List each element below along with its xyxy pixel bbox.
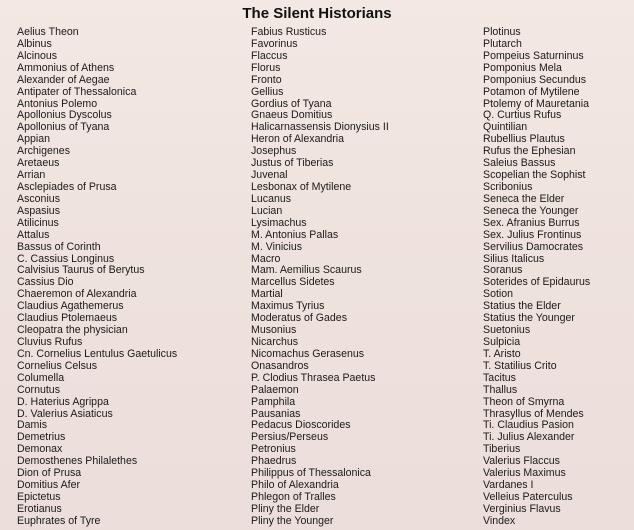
historian-name: Ptolemy of Mauretania (483, 97, 589, 110)
historian-name: Seneca the Younger (483, 204, 579, 217)
historian-name: D. Haterius Agrippa (17, 395, 109, 408)
historian-name: Claudius Agathemerus (17, 300, 124, 313)
historian-name: Palaemon (251, 383, 299, 396)
historian-name: Alcinous (17, 49, 58, 62)
historian-name: Pomponius Secundus (483, 73, 587, 86)
historian-name: T. Statilius Crito (483, 359, 557, 372)
historian-name: Archigenes (17, 145, 70, 158)
historian-name: Lucian (251, 204, 283, 217)
historian-name: Servilius Damocrates (483, 240, 584, 253)
historian-name: Petronius (251, 443, 296, 456)
historian-name: Heron of Alexandria (251, 133, 345, 146)
historian-name: Sulpicia (483, 335, 521, 348)
historian-name: Cassius Dio (17, 276, 74, 289)
historian-name: Halicarnassensis Dionysius II (251, 121, 389, 134)
historian-name: Chaeremon of Alexandria (17, 288, 137, 301)
historian-name: Scribonius (483, 180, 533, 193)
historian-name: Euphrates of Tyre (17, 514, 101, 527)
historian-name: Epictetus (17, 490, 61, 503)
historian-name: Lucanus (251, 192, 292, 205)
historian-name: Apollonius of Tyana (17, 121, 110, 134)
name-column-3 (483, 27, 590, 528)
historian-name: Nicomachus Gerasenus (251, 347, 365, 360)
historian-name: Florus (251, 61, 281, 74)
historian-name: Cornutus (17, 383, 60, 396)
historian-name: Theon of Smyrna (483, 395, 565, 408)
historian-name: Q. Curtius Rufus (483, 109, 562, 122)
historian-name: Valerius Flaccus (483, 455, 560, 468)
historian-name: Phaedrus (251, 455, 297, 468)
historian-name: Musonius (251, 324, 297, 337)
historian-name: Thallus (483, 383, 518, 396)
historian-name: Pamphila (251, 395, 296, 408)
name-column-1 (17, 27, 177, 528)
historian-name: Philippus of Thessalonica (251, 467, 371, 480)
historian-name: Statius the Younger (483, 312, 575, 325)
historian-name: Aretaeus (17, 157, 60, 170)
historian-name: Asclepiades of Prusa (17, 180, 117, 193)
historian-name: Sex. Julius Frontinus (483, 228, 582, 241)
historian-name: Plotinus (483, 26, 521, 38)
historian-name: Ammonius of Athens (17, 61, 115, 74)
historian-name: Columella (17, 371, 65, 384)
historian-name: Demosthenes Philalethes (17, 455, 138, 468)
historian-name: Josephus (251, 145, 297, 158)
historian-name: Attalus (17, 228, 50, 241)
historian-name: Juvenal (251, 169, 288, 182)
historian-name: Arrian (17, 169, 46, 182)
historian-name: Sex. Afranius Burrus (483, 216, 580, 229)
historian-name: Potamon of Mytilene (483, 85, 580, 98)
historian-name: Claudius Ptolemaeus (17, 312, 118, 325)
historian-name: Velleius Paterculus (483, 490, 573, 503)
historian-name: P. Clodius Thrasea Paetus (251, 371, 376, 384)
historian-name: Vindex (483, 514, 516, 527)
historian-name: Antonius Polemo (17, 97, 98, 110)
historian-name: M. Vinicius (251, 240, 303, 253)
historian-name: Rufus the Ephesian (483, 145, 576, 158)
historian-name: Justus of Tiberias (251, 157, 334, 170)
historian-name: Martial (251, 288, 283, 301)
historian-name: Pliny the Younger (251, 514, 334, 527)
historian-name: Persius/Perseus (251, 431, 329, 444)
historian-name: Lysimachus (251, 216, 307, 229)
historian-name: Soterides of Epidaurus (483, 276, 591, 289)
historian-name: Plutarch (483, 37, 522, 50)
historian-name: Moderatus of Gades (251, 312, 347, 325)
historian-name: Erotianus (17, 502, 62, 515)
historian-name: Nicarchus (251, 335, 299, 348)
historian-name: Atilicinus (17, 216, 59, 229)
historian-name: Thrasyllus of Mendes (483, 407, 584, 420)
historian-name: Cleopatra the physician (17, 324, 128, 337)
historian-name: M. Antonius Pallas (251, 228, 339, 241)
historian-name: Silius Italicus (483, 252, 545, 265)
historian-name: Saleius Bassus (483, 157, 556, 170)
historian-name: Ti. Julius Alexander (483, 431, 575, 444)
historian-name: Soranus (483, 264, 523, 277)
historian-name: Aelius Theon (17, 26, 79, 38)
historian-name: Pedacus Dioscorides (251, 419, 351, 432)
historian-name: Rubellius Plautus (483, 133, 565, 146)
historian-name: Suetonius (483, 324, 531, 337)
historian-name: Calvisius Taurus of Berytus (17, 264, 145, 277)
historian-name: Cluvius Rufus (17, 335, 83, 348)
historian-name: Domitius Afer (17, 479, 80, 492)
historian-name: Onasandros (251, 359, 309, 372)
historian-name: Demonax (17, 443, 63, 456)
name-column-2 (251, 27, 389, 528)
historian-name: Statius the Elder (483, 300, 561, 313)
historian-name: Maximus Tyrius (251, 300, 325, 313)
historian-name: Damis (17, 419, 48, 432)
historian-name: Vardanes I (483, 479, 534, 492)
historian-name: Appian (17, 133, 50, 146)
historian-name: Alexander of Aegae (17, 73, 110, 86)
historian-name: Seneca the Elder (483, 192, 565, 205)
historian-name: Gellius (251, 85, 284, 98)
historian-name: Ti. Claudius Pasion (483, 419, 574, 432)
historian-name: Aspasius (17, 204, 60, 217)
historian-name: Flaccus (251, 49, 288, 62)
historian-name: Fabius Rusticus (251, 26, 327, 38)
historian-name: Quintilian (483, 121, 528, 134)
historian-name: Antipater of Thessalonica (17, 85, 137, 98)
historian-name: T. Aristo (483, 347, 521, 360)
historian-name: Asconius (17, 192, 60, 205)
historian-name: Favorinus (251, 37, 298, 50)
historian-name: Pausanias (251, 407, 301, 420)
historian-name: Tiberius (483, 443, 521, 456)
historian-name: Gnaeus Domitius (251, 109, 333, 122)
historian-name: Verginius Flavus (483, 502, 561, 515)
page-title: The Silent Historians (242, 5, 392, 22)
historian-name: Pomponius Mela (483, 61, 562, 74)
historian-name: Scopelian the Sophist (483, 169, 586, 182)
historian-name: Philo of Alexandria (251, 479, 339, 492)
historian-name: Macro (251, 252, 281, 265)
historian-name: Albinus (17, 37, 52, 50)
historian-name: Sotion (483, 288, 514, 301)
historian-name: Marcellus Sidetes (251, 276, 335, 289)
historian-name: Tacitus (483, 371, 516, 384)
historian-name: Gordius of Tyana (251, 97, 332, 110)
historian-name: Cornelius Celsus (17, 359, 98, 372)
historian-name: Pliny the Elder (251, 502, 320, 515)
historian-name: Phlegon of Tralles (251, 490, 336, 503)
historian-name: Mam. Aemilius Scaurus (251, 264, 362, 277)
historian-name: C. Cassius Longinus (17, 252, 115, 265)
historian-name: Dion of Prusa (17, 467, 82, 480)
historian-name: Lesbonax of Mytilene (251, 180, 352, 193)
historian-name: Cn. Cornelius Lentulus Gaetulicus (17, 347, 178, 360)
historian-name: Bassus of Corinth (17, 240, 101, 253)
historian-name: Fronto (251, 73, 282, 86)
historian-name: Demetrius (17, 431, 66, 444)
historian-name: Pompeius Saturninus (483, 49, 584, 62)
historian-name: Apollonius Dyscolus (17, 109, 112, 122)
historian-name: D. Valerius Asiaticus (17, 407, 113, 420)
historian-name: Valerius Maximus (483, 467, 566, 480)
